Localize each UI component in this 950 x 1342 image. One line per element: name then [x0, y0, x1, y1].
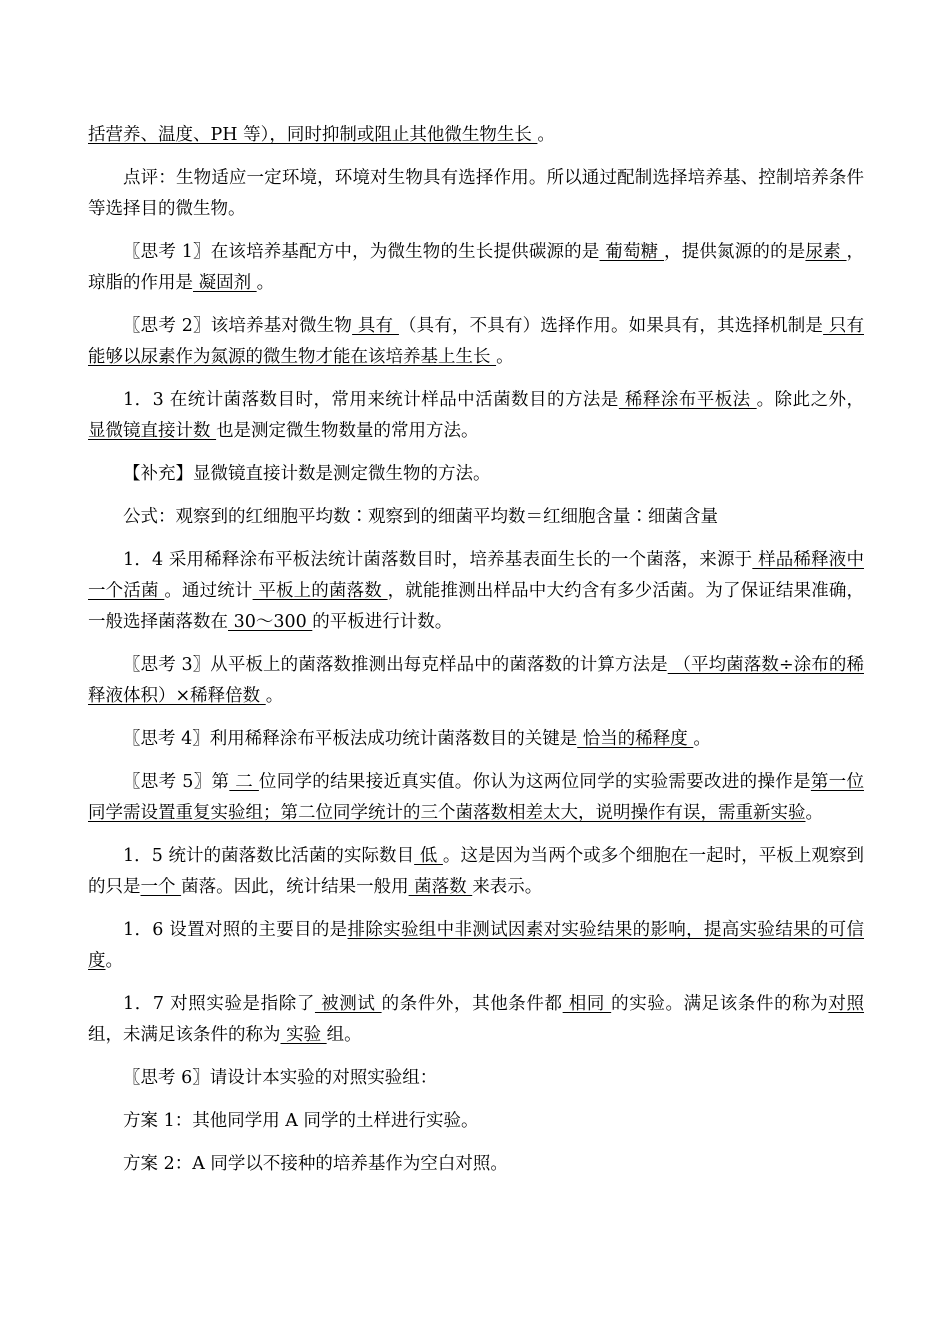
answer-blank: 凝固剂: [193, 273, 257, 293]
text-run: 。除此之外，: [756, 390, 864, 410]
answer-blank: 平板上的菌落数: [252, 581, 388, 601]
answer-blank: 第一位同学需设置重复实验组；第二位同学统计的三个菌落数相差太大，说明操作有误，需重新实验: [88, 772, 864, 823]
text-run: ，就能推测出样品中大约含有多少活菌。为了保证结果准确，一般选择菌落数在: [88, 581, 865, 632]
text-run: 〖思考 4〗利用稀释涂布平板法成功统计菌落数目的关键是: [123, 729, 578, 749]
text-run: 1．4 采用稀释涂布平板法统计菌落数目时，培养基表面生长的一个菌落，来源于: [123, 550, 753, 570]
text-run: 〖思考 1〗在该培养基配方中，为微生物的生长提供碳源的是: [123, 242, 600, 262]
text-run: 1．7 对照实验是指除了: [123, 994, 315, 1014]
answer-blank: 括营养、温度、PH 等），同时抑制或阻止其他微生物生长: [88, 125, 538, 145]
answer-blank: 菌落数: [408, 877, 473, 897]
text-run: 的实验。满足该条件的称为: [611, 994, 829, 1014]
answer-blank: 样品稀释液中一个活菌: [88, 550, 864, 601]
answer-blank: 30～300: [228, 612, 313, 632]
paragraph: [88, 650, 864, 712]
text-run: 。: [256, 273, 275, 293]
paragraph: [88, 163, 864, 225]
answer-blank: 显微镜直接计数: [88, 421, 217, 441]
paragraph: [88, 1063, 864, 1094]
answer-blank: 恰当的稀释度: [577, 729, 694, 749]
text-run: 菌落。因此，统计结果一般用: [181, 877, 409, 897]
paragraph: [88, 311, 864, 373]
answer-blank: 二: [229, 772, 259, 792]
paragraph: [88, 989, 864, 1051]
text-run: ，提供氮源的的是: [664, 242, 806, 262]
text-run: 。这是因为当两个或多个细胞在一起时，平板上观察到的只是: [88, 846, 864, 897]
answer-blank: 稀释涂布平板法: [618, 390, 757, 410]
text-run: 点评：生物适应一定环境，环境对生物具有选择作用。所以通过配制选择培养基、控制培养条件等选择目的微生物。: [88, 168, 864, 219]
text-run: 1．5 统计的菌落数比活菌的实际数目: [123, 846, 415, 866]
paragraph: [88, 459, 864, 490]
text-run: 位同学的结果接近真实值。你认为这两位同学的实验需要改进的操作是: [258, 772, 811, 792]
paragraph: [88, 724, 864, 755]
text-run: 。通过统计: [164, 581, 253, 601]
text-run: 方案 1：其他同学用 A 同学的土样进行实验。: [123, 1111, 479, 1131]
paragraph: [88, 502, 864, 533]
paragraph: [88, 841, 864, 903]
text-run: 来表示。: [472, 877, 543, 897]
text-run: 【补充】显微镜直接计数是测定微生物的方法。: [123, 464, 491, 484]
text-run: 。: [496, 347, 514, 367]
text-run: 〖思考 2〗该培养基对微生物: [123, 316, 353, 336]
answer-blank: 实验: [280, 1025, 327, 1045]
answer-blank: 被测试: [314, 994, 382, 1014]
text-run: 〖思考 5〗第: [123, 772, 230, 792]
answer-blank: 低: [414, 846, 443, 866]
answer-blank: （平均菌落数÷涂布的稀释液体积）×稀释倍数: [88, 655, 864, 706]
paragraph: [88, 120, 864, 151]
paragraph: [88, 767, 864, 829]
text-run: 。: [805, 803, 823, 823]
text-run: （具有，不具有）选择作用。如果具有，其选择机制是: [398, 316, 824, 336]
text-run: 。: [537, 125, 555, 145]
paragraph: [88, 915, 864, 977]
text-run: 组，未满足该条件的称为: [88, 1025, 281, 1045]
paragraph: [88, 237, 864, 299]
text-run: 1．6 设置对照的主要目的是: [123, 920, 348, 940]
text-run: 的平板进行计数。: [312, 612, 453, 632]
text-run: 也是测定微生物数量的常用方法。: [216, 421, 479, 441]
text-run: 。: [265, 686, 284, 706]
document-page: [88, 120, 864, 1192]
text-run: 组。: [326, 1025, 362, 1045]
answer-blank: 一个: [140, 877, 182, 897]
answer-blank: 葡萄糖: [599, 242, 665, 262]
answer-blank: 尿素: [805, 242, 847, 262]
text-run: 1．3 在统计菌落数目时，常用来统计样品中活菌数目的方法是: [123, 390, 619, 410]
text-run: 。: [693, 729, 711, 749]
text-run: ，琼脂的作用是: [88, 242, 865, 293]
answer-blank: 只有能够以尿素作为氮源的微生物才能在该培养基上生长: [88, 316, 864, 367]
paragraph: [88, 545, 864, 638]
answer-blank: 对照: [828, 994, 865, 1014]
text-run: 公式：观察到的红细胞平均数∶观察到的细菌平均数＝红细胞含量∶细菌含量: [123, 507, 718, 527]
paragraph: [88, 1149, 864, 1180]
text-run: 的条件外，其他条件都: [381, 994, 563, 1014]
answer-blank: 具有: [352, 316, 399, 336]
text-run: 。: [105, 951, 123, 971]
answer-blank: 排除实验组中非测试因素对实验结果的影响，提高实验结果的可信度: [88, 920, 864, 971]
text-run: 方案 2：A 同学以不接种的培养基作为空白对照。: [123, 1154, 508, 1174]
text-run: 〖思考 6〗请设计本实验的对照实验组：: [123, 1068, 438, 1088]
paragraph: [88, 385, 864, 447]
answer-blank: 相同: [562, 994, 612, 1014]
text-run: 〖思考 3〗从平板上的菌落数推测出每克样品中的菌落数的计算方法是: [123, 655, 668, 675]
paragraph: [88, 1106, 864, 1137]
